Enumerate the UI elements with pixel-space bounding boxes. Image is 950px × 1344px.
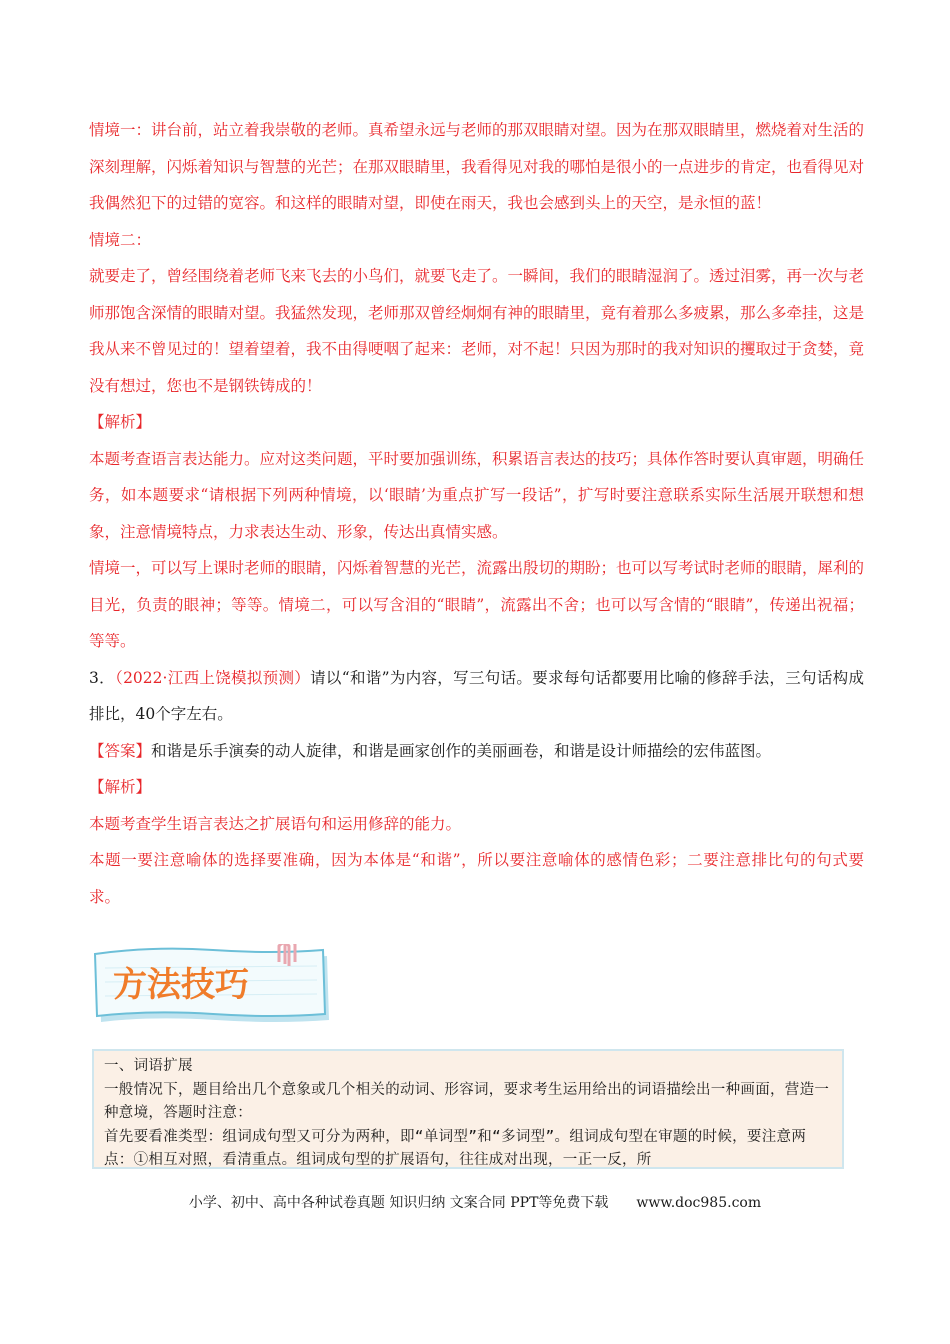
answer-text: 和谐是乐手演奏的动人旋律，和谐是画家创作的美丽画卷，和谐是设计师描绘的宏伟蓝图。 xyxy=(151,741,772,760)
scenario-one-paragraph: 情境一：讲台前，站立着我崇敬的老师。真希望永远与老师的那双眼睛对望。因为在那双眼睛里，燃烧着对生活的深刻理解，闪烁着知识与智慧的光芒；在那双眼睛里，我看得见对我的哪怕是很小的一点进步的肯定，也看得见对我偶然犯下的过错的宽容。和这样的眼睛对望，即使在雨天，我也会感到头上的天空，是永恒的蓝！ xyxy=(89,121,865,212)
question-3 xyxy=(89,660,864,733)
answer-label: 【答案】 xyxy=(89,741,152,760)
analysis-2-line: 本题考查学生语言表达之扩展语句和运用修辞的能力。 xyxy=(89,814,462,833)
content xyxy=(89,112,864,915)
page-footer xyxy=(0,1192,950,1212)
footer-url[interactable]: www.doc985.com xyxy=(636,1195,762,1211)
method-banner xyxy=(91,944,336,1030)
question-source: （2022·江西上饶模拟预测） xyxy=(115,668,311,687)
question-text: 请以“和谐”为内容，写三句话。要求每句话都要用比喻的修辞手法，三句话构成排比，40个字左右。 xyxy=(89,668,865,723)
banner-title: 方法技巧 xyxy=(113,965,249,1005)
scenario-two-paragraph: 就要走了，曾经围绕着老师飞来飞去的小鸟们，就要飞走了。一瞬间，我们的眼睛湿润了。透过泪雾，再一次与老师那饱含深情的眼睛对望。我猛然发现，老师那双曾经炯炯有神的眼睛里，竟有着那么多疲累，那么多牵挂，这是我从来不曾见过的！望着望着，我不由得哽咽了起来：老师，对不起！只因为那时的我对知识的攫取过于贪婪，竟没有想过，您也不是钢铁铸成的！ xyxy=(89,267,865,395)
method-box xyxy=(92,1049,844,1169)
analysis-paragraph-2: 情境一，可以写上课时老师的眼睛，闪烁着智慧的光芒，流露出殷切的期盼；也可以写考试时老师的眼睛，犀利的目光，负责的眼神；等等。情境二，可以写含泪的“眼睛”，流露出不舍；也可以写含情的“眼睛”，传递出祝福；等等。 xyxy=(89,559,865,650)
scenario-two-heading: 情境二： xyxy=(89,230,152,249)
analysis-paragraph: 本题考查语言表达能力。应对这类问题，平时要加强训练，积累语言表达的技巧；具体作答时要认真审题，明确任务，如本题要求“请根据下列两种情境，以‘眼睛’为重点扩写一段话”，扩写时要注意联系实际生活展开联想和想象，注意情境特点，力求表达生动、形象，传达出真情实感。 xyxy=(89,449,865,541)
method-line: 一般情况下，题目给出几个意象或几个相关的动词、形容词，要求考生运用给出的词语描绘出一种画面，营造一种意境，答题时注意： xyxy=(104,1081,830,1121)
method-line: 首先要看准类型：组词成句型又可分为两种，即“单词型”和“多词型”。组词成句型在审题的时候，要注意两点：①相互对照，看清重点。组词成句型的扩展语句，往往成对出现，一正一反，所 xyxy=(104,1128,807,1168)
analysis-2-label: 【解析】 xyxy=(89,778,152,796)
analysis-label: 【解析】 xyxy=(89,413,152,431)
analysis-2-line: 本题一要注意喻体的选择要准确，因为本体是“和谐”，所以要注意喻体的感情色彩；二要注意排比句的句式要求。 xyxy=(89,851,864,906)
question-number: 3． xyxy=(89,668,115,687)
method-heading: 一、词语扩展 xyxy=(104,1058,193,1074)
answer xyxy=(89,733,864,770)
footer-text: 小学、初中、高中各种试卷真题 知识归纳 文案合同 PPT等免费下载 xyxy=(188,1195,609,1211)
